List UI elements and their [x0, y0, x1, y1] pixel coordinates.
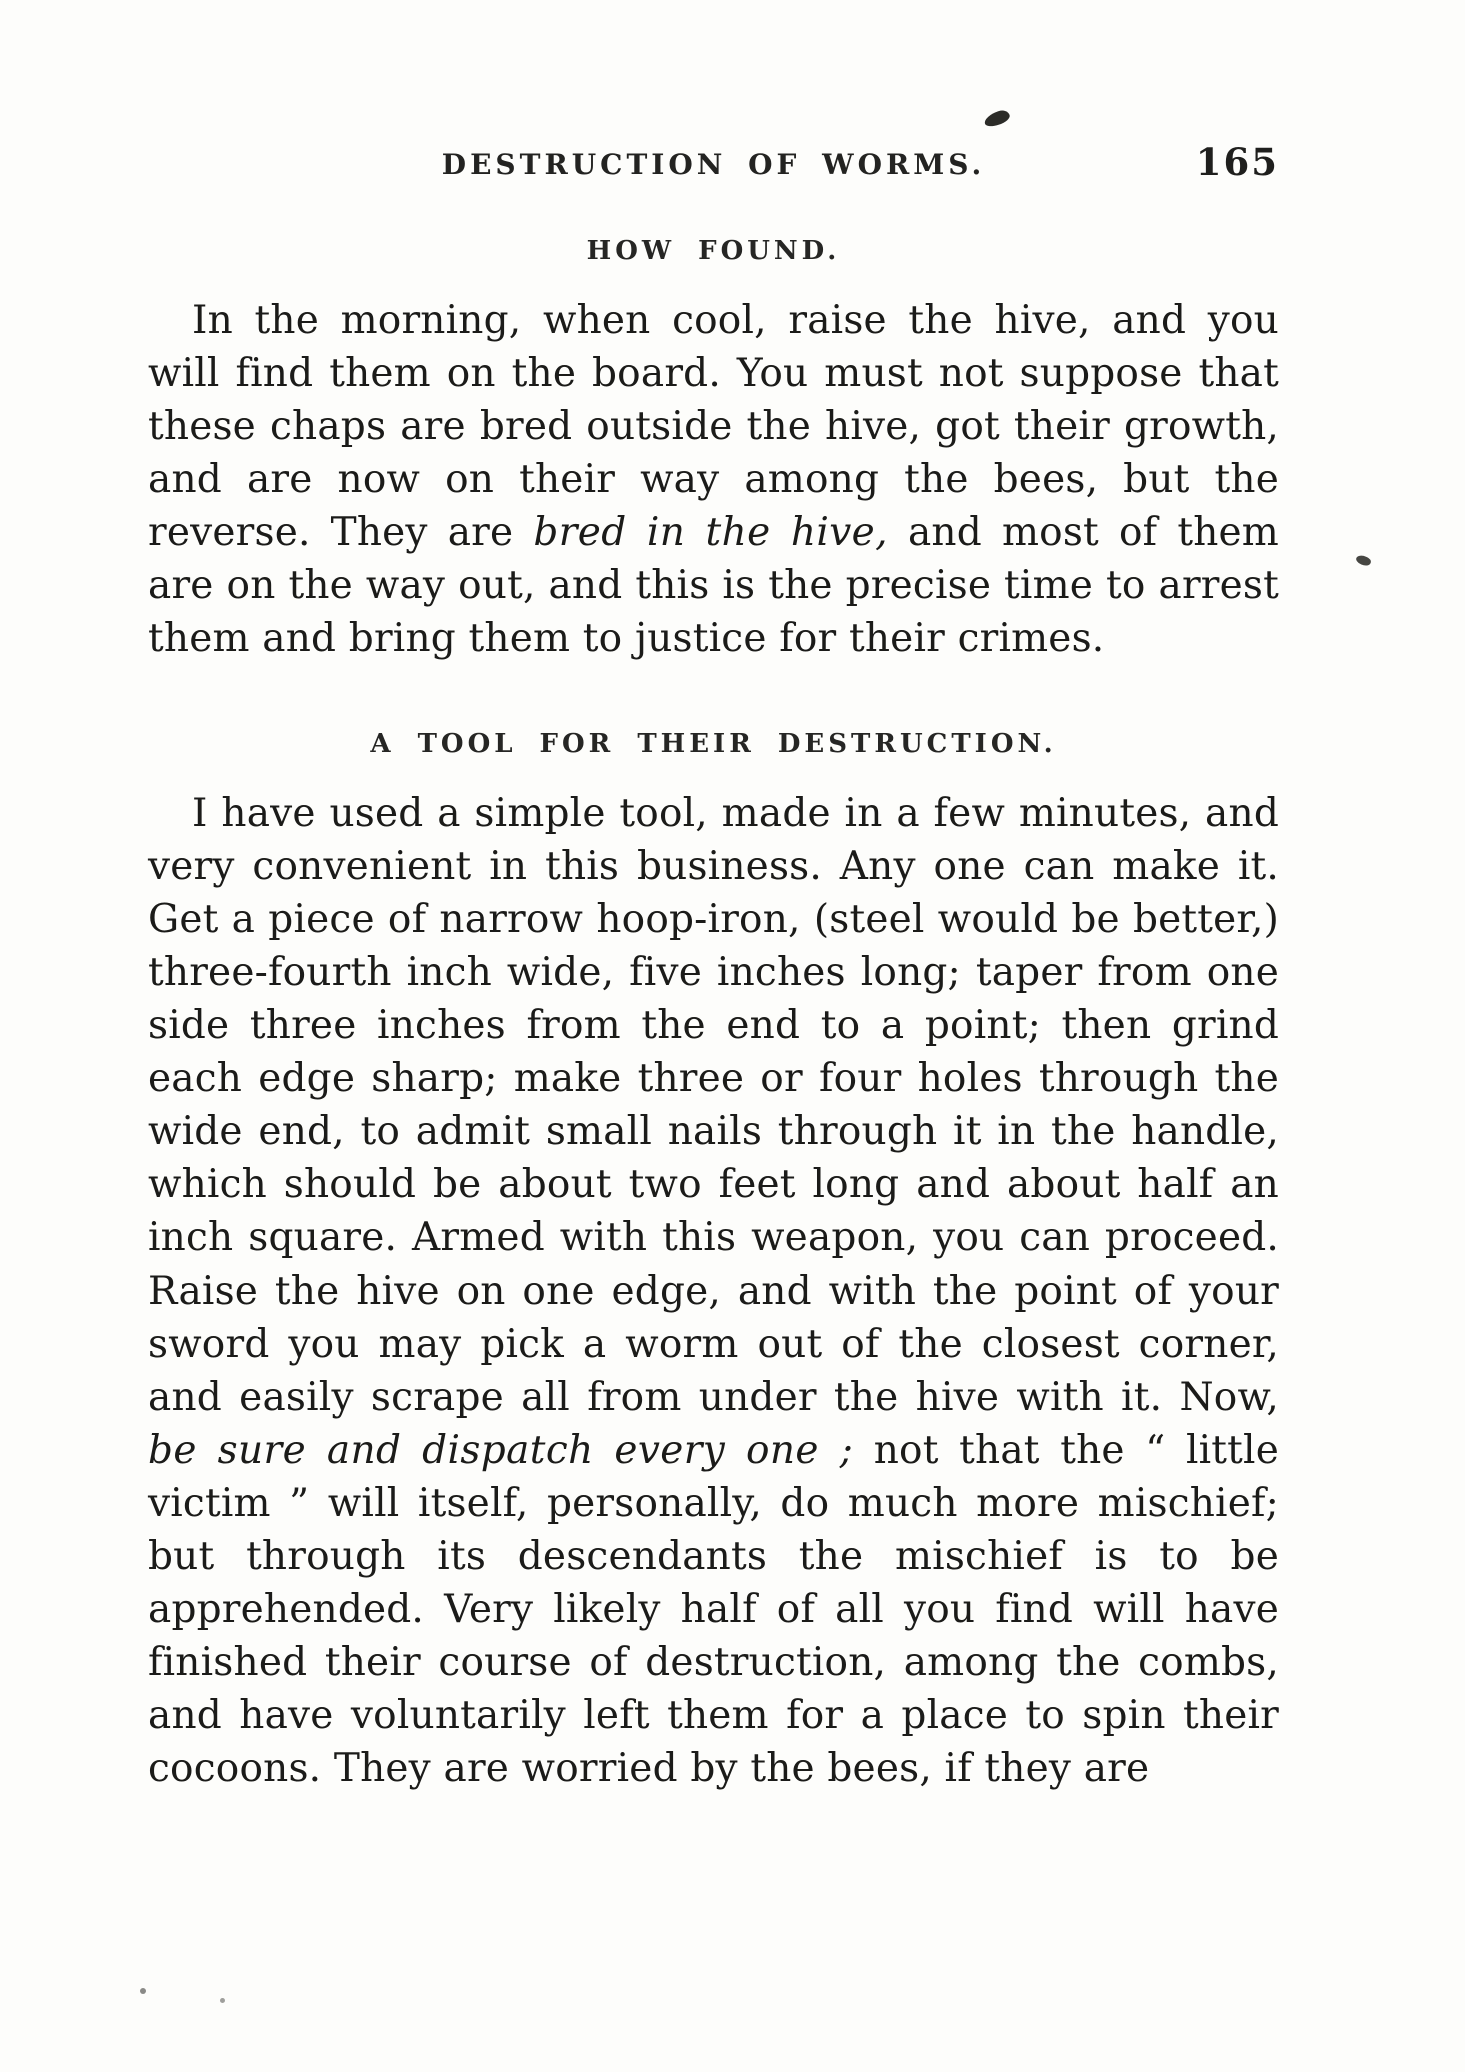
paragraph-text: In the morning, when cool, raise the hive, and you will find them on the board. You must not suppose that these chaps are bred outside the hive, got their growth, and are now on their way among the bees, but the reverse. They are — [148, 298, 1279, 556]
ink-blot — [1355, 553, 1372, 567]
paragraph-text-italic: bred in the hive, — [533, 510, 888, 556]
paragraph-text: I have used a simple tool, made in a few minutes, and very convenient in this business. Any one can make it. Get a piece of narrow hoop-iron, (steel would be better,) three-fourth inch wide, five inches long; taper from one side three inches from the end to a point; then grind each edge sharp; make three or four holes through the wide end, to admit small nails through it in the handle, which should be about two feet long and about half an inch square. Armed with this weapon, you can proceed. Raise the hive on one edge, and with the point of your sword you may pick a worm out of the closest corner, and easily scrape all from under the hive with it. Now, — [148, 791, 1279, 1420]
paragraph-text: not that the “ little victim ” will itself, personally, do much more mischief; but through its descendants the mischief is to be apprehended. Very likely half of all you find will have finished their course of destruction, among the combs, and have voluntarily left them for a place to spin their cocoons. They are worried by the bees, if they are — [148, 1427, 1279, 1791]
paragraph — [148, 787, 1279, 1795]
paragraph-text: and most of them are on the way out, and this is the precise time to arrest them and bring them to justice for their crimes. — [148, 510, 1279, 662]
paragraph — [148, 294, 1279, 665]
running-title: DESTRUCTION OF WORMS. — [441, 148, 986, 181]
ink-speck — [220, 1998, 225, 2003]
section-heading: HOW FOUND. — [586, 236, 841, 266]
paragraph-text-italic: be sure and dispatch every one ; — [148, 1427, 854, 1473]
ink-speck — [140, 1988, 146, 1994]
page-number: 165 — [1195, 140, 1279, 184]
section-how-found — [148, 236, 1279, 665]
section-heading: A TOOL FOR THEIR DESTRUCTION. — [370, 729, 1057, 760]
page-header — [148, 140, 1279, 196]
section-tool-for-destruction — [148, 729, 1279, 1795]
ink-blot — [983, 108, 1012, 128]
